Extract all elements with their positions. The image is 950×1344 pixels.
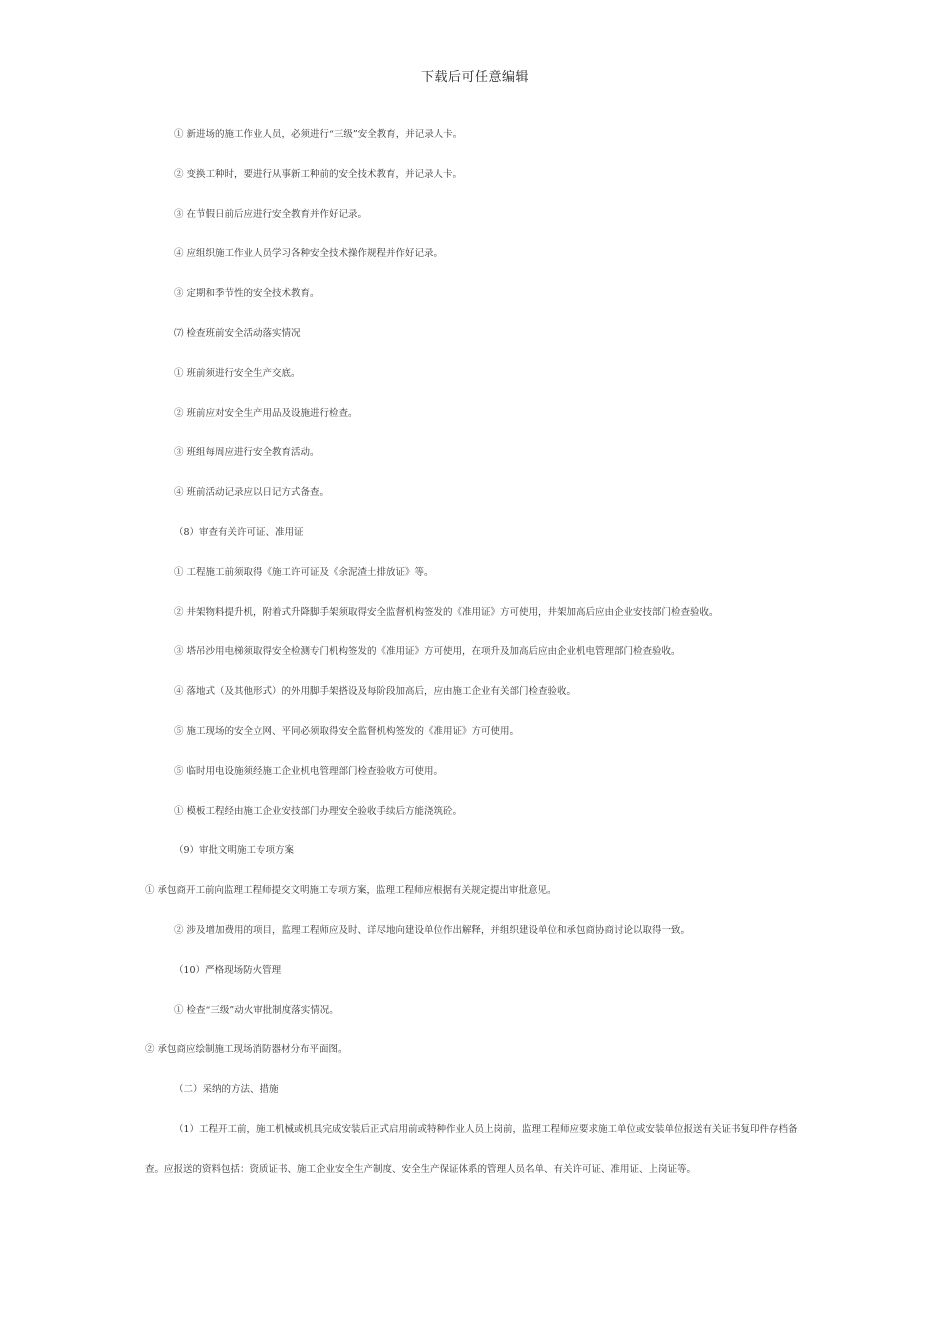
paragraph-line: ② 变换工种时，要进行从事新工种前的安全技术教育，并记录人卡。	[174, 168, 463, 180]
paragraph-line: ⑤ 临时用电设施须经施工企业机电管理部门检查验收方可使用。	[174, 765, 444, 777]
paragraph-line: （8）审查有关许可证、准用证	[174, 527, 304, 538]
paragraph-line: ③ 在节假日前后应进行安全教育并作好记录。	[174, 208, 368, 220]
page-header: 下载后可任意编辑	[420, 70, 529, 85]
paragraph-line: （二）采纳的方法、措施	[174, 1084, 279, 1096]
paragraph-line: ④ 应组织施工作业人员学习各种安全技术操作规程并作好记录。	[174, 248, 444, 260]
paragraph-line: ③ 塔吊沙用电梯须取得安全检测专门机构签发的《准用证》方可使用，在项升及加高后应由企业机电管理部门检查验收。	[174, 646, 681, 658]
paragraph-line: （1）工程开工前，施工机械或机具完成安装后正式启用前或特种作业人员上岗前，监理工程师应要求施工单位或安装单位报送有关证书复印件存档备	[174, 1124, 798, 1135]
paragraph-line: ① 工程施工前须取得《施工许可证及《余泥渣土排放证》等。	[174, 566, 434, 578]
paragraph-line: ④ 落地式（及其他形式）的外用脚手架搭设及每阶段加高后，应由施工企业有关部门检查验收。	[174, 686, 577, 698]
paragraph-line: ① 班前须进行安全生产交底。	[174, 367, 301, 379]
paragraph-line: ① 模板工程经由施工企业安技部门办理安全验收手续后方能浇筑砼。	[174, 805, 463, 817]
paragraph-line: 查。应报送的资料包括：资质证书、施工企业安全生产制度、安全生产保证体系的管理人员名单、有关许可证、准用证、上岗证等。	[145, 1163, 697, 1175]
paragraph-line: ③ 班组每周应进行安全教育活动。	[174, 447, 320, 459]
paragraph-line: （10）严格现场防火管理	[174, 964, 282, 976]
paragraph-line: ① 检查“三级”动火审批制度落实情况。	[174, 1004, 339, 1016]
paragraph-line: ② 承包商应绘制施工现场消防器材分布平面图。	[145, 1044, 348, 1056]
paragraph-line: ② 井架物料提升机，附着式升降脚手架须取得安全监督机构签发的《准用证》方可使用，井架加高后应由企业安技部门检查验收。	[174, 606, 719, 618]
paragraph-line: ⑺ 检查班前安全活动落实情况	[174, 328, 301, 339]
paragraph-line: ④ 班前活动记录应以日记方式备查。	[174, 487, 330, 499]
paragraph-line: ② 班前应对安全生产用品及设施进行检查。	[174, 407, 358, 419]
paragraph-line: （9）审批文明施工专项方案	[174, 845, 295, 857]
paragraph-line: ③ 定期和季节性的安全技术教育。	[174, 288, 320, 300]
paragraph-line: ⑤ 施工现场的安全立网、平同必须取得安全监督机构签发的《准用证》方可使用。	[174, 726, 520, 737]
paragraph-line: ② 涉及增加费用的项目，监理工程师应及时、详尽地向建设单位作出解释，并组织建设单位和承包商协商讨论以取得一致。	[174, 925, 691, 936]
paragraph-line: ① 承包商开工前向监理工程师提交文明施工专项方案，监理工程师应根据有关规定提出审批意见。	[145, 885, 557, 897]
paragraph-line: ① 新进场的施工作业人员，必须进行“三级”安全教育，并记录人卡。	[174, 129, 463, 140]
